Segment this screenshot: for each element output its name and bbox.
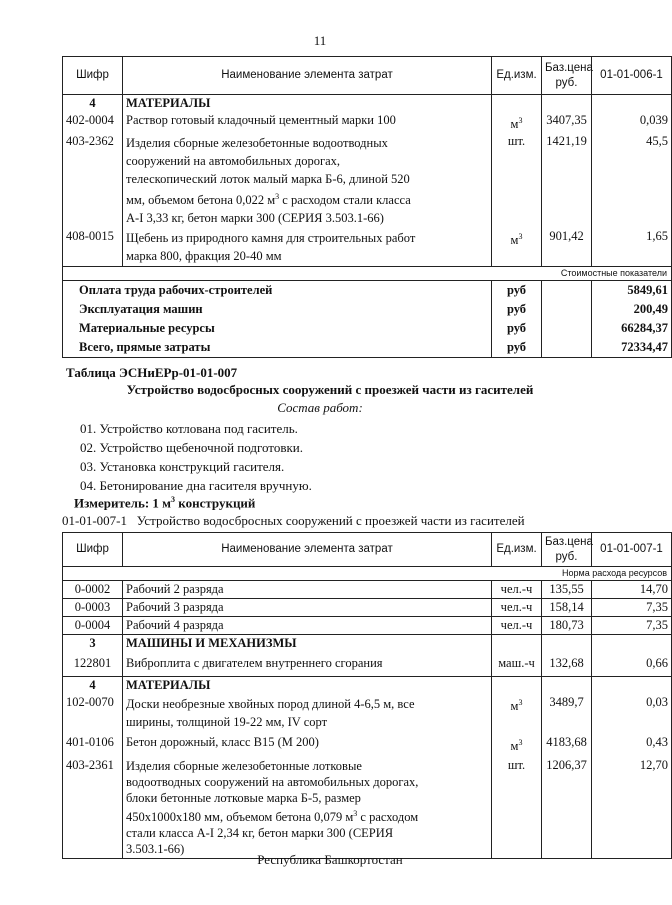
table-row: 102-0070 Доски необрезные хвойных пород длиной 4-6,5 м, все ширины, толщиной 19-22 мм, IV сорт $м^3$ 3489,7 0,03 — [63, 694, 672, 732]
table-row: 0-0003 Рабочий 3 разряда чел.-ч 158,14 7,35 — [63, 599, 672, 617]
header-name: Наименование элемента затрат — [123, 533, 492, 567]
table-row: 0-0004 Рабочий 4 разряда чел.-ч 180,73 7,35 — [63, 617, 672, 635]
table-row: 401-0106 Бетон дорожный, класс B15 (М 200) $м^3$ 4183,68 0,43 — [63, 732, 672, 755]
summary-row: Материальные ресурсы руб 66284,37 — [63, 319, 672, 338]
table-title: Таблица ЭСНиЕРр-01-01-007 — [66, 365, 238, 380]
header-price: Баз.цена руб. — [542, 57, 592, 95]
page-footer: Республика Башкортостан — [257, 852, 403, 867]
header-norm: 01-01-006-1 — [592, 57, 672, 95]
norm-header-row: Норма расхода ресурсов — [63, 567, 672, 581]
header-price: Баз.цена руб. — [542, 533, 592, 567]
table-row: 122801 Виброплита с двигателем внутреннего сгорания маш.-ч 132,68 0,66 — [63, 652, 672, 677]
table-row: 403-2361 Изделия сборные железобетонные лотковые водоотводных сооружений на автомобильных дорогах, блоки бетонные лотковые марка Б-5, размер 450х1000х180 мм, объемом бетона 0,079 $м^3$ с расходом стали класса А-I 2,34 кг, бетон марки 300 (СЕРИЯ 3.503.1-66) шт. 1206,37 12,70 — [63, 755, 672, 859]
table-header — [63, 57, 672, 95]
summary-row: Всего, прямые затраты руб 72334,47 — [63, 338, 672, 358]
norm-line: 01-01-007-1 Устройство водосбросных сооружений с проезжей части из гасителей — [62, 513, 525, 528]
header-unit: Ед.изм. — [492, 57, 542, 95]
list-item: 03. Установка конструкций гасителя. — [80, 459, 285, 474]
table-row: 403-2362 Изделия сборные железобетонные водоотводных сооружений на автомобильных дорогах, телескопический лоток малый марка Б-6, длиной 520 мм, объемом бетона 0,022 $м^3$ с расходом стали класса А-I 3,33 кг, бетон марки 300 (СЕРИЯ 3.503.1-66) шт. 1421,19 45,5 — [63, 133, 672, 228]
list-item: 02. Устройство щебеночной подготовки. — [80, 440, 303, 455]
section-row: 4 МАТЕРИАЛЫ — [63, 677, 672, 695]
resource-table-1 — [62, 56, 672, 358]
cost-header-row: Стоимостные показатели — [63, 267, 672, 281]
list-item: 01. Устройство котлована под гаситель. — [80, 421, 298, 436]
list-item: 04. Бетонирование дна гасителя вручную. — [80, 478, 312, 493]
page-number: 11 — [313, 33, 327, 48]
summary-row: Эксплуатация машин руб 200,49 — [63, 300, 672, 319]
section-row: 4 МАТЕРИАЛЫ — [63, 95, 672, 113]
table-row: 408-0015 Щебень из природного камня для строительных работ марка 800, фракция 20-40 мм $м^3$ 901,42 1,65 — [63, 228, 672, 267]
header-name: Наименование элемента затрат — [123, 57, 492, 95]
table-subtitle: Устройство водосбросных сооружений с проезжей части из гасителей — [126, 382, 534, 397]
table-header — [63, 533, 672, 567]
summary-row: Оплата труда рабочих-строителей руб 5849,61 — [63, 281, 672, 301]
table-row: 402-0004 Раствор готовый кладочный цементный марки 100 $м^3$ 3407,35 0,039 — [63, 112, 672, 133]
header-unit: Ед.изм. — [492, 533, 542, 567]
works-title: Состав работ: — [277, 400, 363, 415]
table-row: 0-0002 Рабочий 2 разряда чел.-ч 135,55 14,70 — [63, 581, 672, 599]
resource-table-2 — [62, 532, 672, 859]
works-list — [80, 419, 312, 495]
header-code: Шифр — [63, 533, 123, 567]
meter-line: Измеритель: 1 $м^3$ конструкций — [74, 495, 256, 511]
header-norm: 01-01-007-1 — [592, 533, 672, 567]
section-row: 3 МАШИНЫ И МЕХАНИЗМЫ — [63, 635, 672, 653]
header-code: Шифр — [63, 57, 123, 95]
